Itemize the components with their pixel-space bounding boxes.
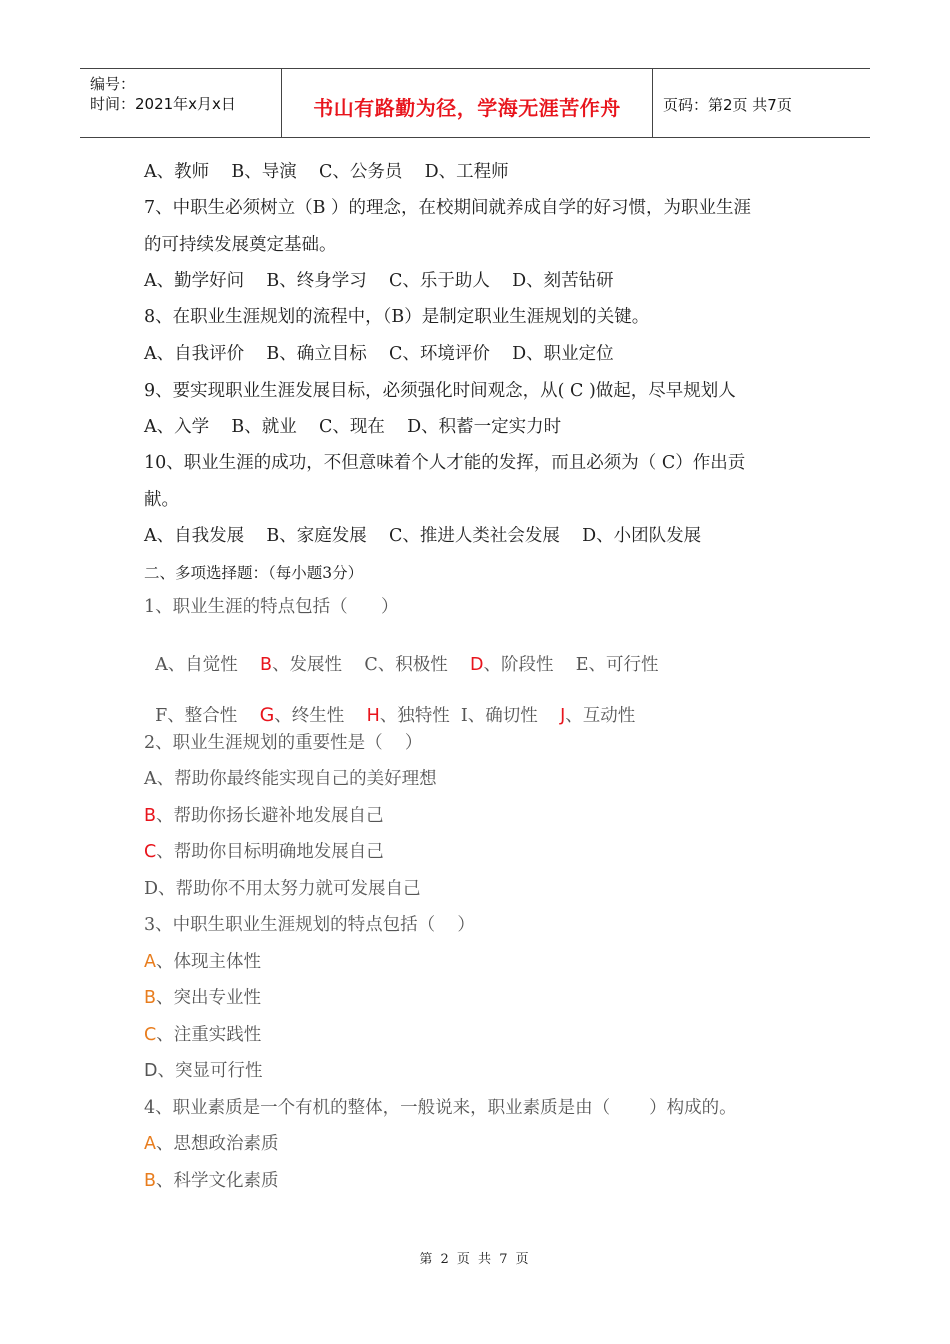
option-letter: H bbox=[366, 706, 380, 726]
mq1-options-row1 bbox=[144, 632, 659, 676]
mq2-option-a bbox=[144, 768, 437, 790]
option-letter: C bbox=[144, 1025, 157, 1045]
option-letter: A bbox=[144, 1134, 156, 1154]
option-letter: B bbox=[144, 1171, 157, 1191]
option-letter: G bbox=[259, 704, 275, 726]
q10-stem: 10、职业生涯的成功，不但意味着个人才能的发挥，而且必须为（ C）作出贡 bbox=[144, 453, 746, 473]
q9-options: A、入学 B、就业 C、现在 D、积蓄一定实力时 bbox=[144, 417, 562, 437]
time-label: 时间：2021年x月x日 bbox=[90, 95, 236, 113]
option-text: 、整合性 bbox=[167, 706, 238, 726]
option-text: 、体现主体性 bbox=[155, 952, 261, 972]
option-text: 、帮助你扬长避补地发展自己 bbox=[156, 806, 384, 826]
option-letter: C bbox=[144, 842, 157, 862]
mq3-option-d bbox=[144, 1060, 262, 1082]
option-text: 、终生性 bbox=[274, 706, 345, 726]
option-text: 、自觉性 bbox=[167, 655, 238, 675]
mq1-options-row2 bbox=[144, 682, 635, 727]
option-h bbox=[367, 705, 450, 727]
option-letter: B bbox=[144, 988, 157, 1008]
option-letter: C bbox=[364, 655, 378, 675]
option-text: 、帮助你不用太努力就可发展自己 bbox=[158, 879, 421, 899]
option-letter: A bbox=[144, 952, 156, 972]
option-text: 、发展性 bbox=[272, 655, 343, 675]
option-text: 、积极性 bbox=[377, 655, 448, 675]
mq3-option-b bbox=[144, 987, 261, 1009]
option-letter: J bbox=[560, 706, 566, 726]
option-e bbox=[576, 654, 659, 676]
option-letter: F bbox=[155, 706, 168, 726]
header-motto-cell bbox=[282, 69, 653, 137]
option-letter: E bbox=[575, 655, 589, 675]
option-text: 、可行性 bbox=[588, 655, 659, 675]
q7-options: A、勤学好问 B、终身学习 C、乐于助人 D、刻苦钻研 bbox=[144, 271, 614, 291]
section-title-multi: 二、多项选择题：（每小题3分） bbox=[144, 564, 364, 582]
q7-stem-cont: 的可持续发展奠定基础。 bbox=[144, 235, 337, 255]
option-text: 、突显可行性 bbox=[157, 1061, 263, 1081]
page-footer: 第 2 页 共 7 页 bbox=[419, 1252, 531, 1267]
option-letter: D bbox=[469, 655, 484, 675]
option-f bbox=[155, 705, 237, 727]
option-letter: A bbox=[155, 655, 168, 675]
number-label: 编号： bbox=[90, 75, 136, 93]
option-text: 、突出专业性 bbox=[156, 988, 262, 1008]
option-c bbox=[364, 654, 447, 676]
option-letter: D bbox=[144, 1061, 158, 1081]
option-letter: B bbox=[260, 655, 273, 675]
option-j bbox=[560, 705, 635, 727]
header-page-cell bbox=[653, 69, 870, 137]
option-letter: I bbox=[460, 706, 468, 726]
option-text: 、思想政治素质 bbox=[155, 1134, 279, 1154]
option-text: 、独特性 bbox=[379, 706, 450, 726]
option-i bbox=[461, 705, 538, 727]
mq2-option-c bbox=[144, 841, 384, 863]
q8-stem: 8、在职业生涯规划的流程中，（B）是制定职业生涯规划的关键。 bbox=[144, 307, 650, 327]
mq4-option-b bbox=[144, 1170, 279, 1192]
option-letter: D bbox=[144, 879, 159, 899]
mq4-option-a bbox=[144, 1133, 278, 1155]
q9-stem: 9、要实现职业生涯发展目标，必须强化时间观念，从( C )做起，尽早规划人 bbox=[144, 381, 736, 401]
option-g bbox=[260, 704, 345, 727]
option-text: 、科学文化素质 bbox=[156, 1171, 279, 1191]
q7-stem: 7、中职生必须树立（B ）的理念，在校期间就养成自学的好习惯，为职业生涯 bbox=[144, 198, 752, 218]
q6-options: A、教师 B、导演 C、公务员 D、工程师 bbox=[144, 162, 509, 182]
option-text: 、阶段性 bbox=[483, 655, 554, 675]
q8-options: A、自我评价 B、确立目标 C、环境评价 D、职业定位 bbox=[144, 344, 614, 364]
mq2-stem: 2、职业生涯规划的重要性是（ ） bbox=[144, 733, 423, 753]
option-text: 、确切性 bbox=[467, 706, 538, 726]
option-text: 、互动性 bbox=[565, 706, 636, 726]
option-text: 、帮助你目标明确地发展自己 bbox=[156, 842, 384, 862]
option-b bbox=[260, 654, 342, 676]
mq1-stem: 1、职业生涯的特点包括（ ） bbox=[144, 597, 399, 617]
mq3-stem: 3、中职生职业生涯规划的特点包括（ ） bbox=[144, 915, 475, 935]
page-header bbox=[80, 68, 870, 138]
option-letter: A bbox=[144, 769, 157, 789]
mq2-option-b bbox=[144, 805, 384, 827]
option-letter: B bbox=[144, 806, 157, 826]
page-info: 页码：第2页 共7页 bbox=[663, 96, 792, 114]
mq3-option-c bbox=[144, 1024, 261, 1046]
option-text: 、注重实践性 bbox=[156, 1025, 262, 1045]
option-a bbox=[155, 654, 238, 676]
q10-options: A、自我发展 B、家庭发展 C、推进人类社会发展 D、小团队发展 bbox=[144, 526, 702, 546]
mq4-stem: 4、职业素质是一个有机的整体，一般说来，职业素质是由（ ）构成的。 bbox=[144, 1098, 737, 1118]
header-meta-cell bbox=[80, 69, 282, 137]
mq2-option-d bbox=[144, 878, 421, 900]
option-text: 、帮助你最终能实现自己的美好理想 bbox=[156, 769, 437, 789]
option-d bbox=[470, 654, 553, 676]
motto: 书山有路勤为径，学海无涯苦作舟 bbox=[313, 96, 621, 120]
mq3-option-a bbox=[144, 951, 261, 973]
q10-stem-cont: 献。 bbox=[144, 490, 179, 510]
